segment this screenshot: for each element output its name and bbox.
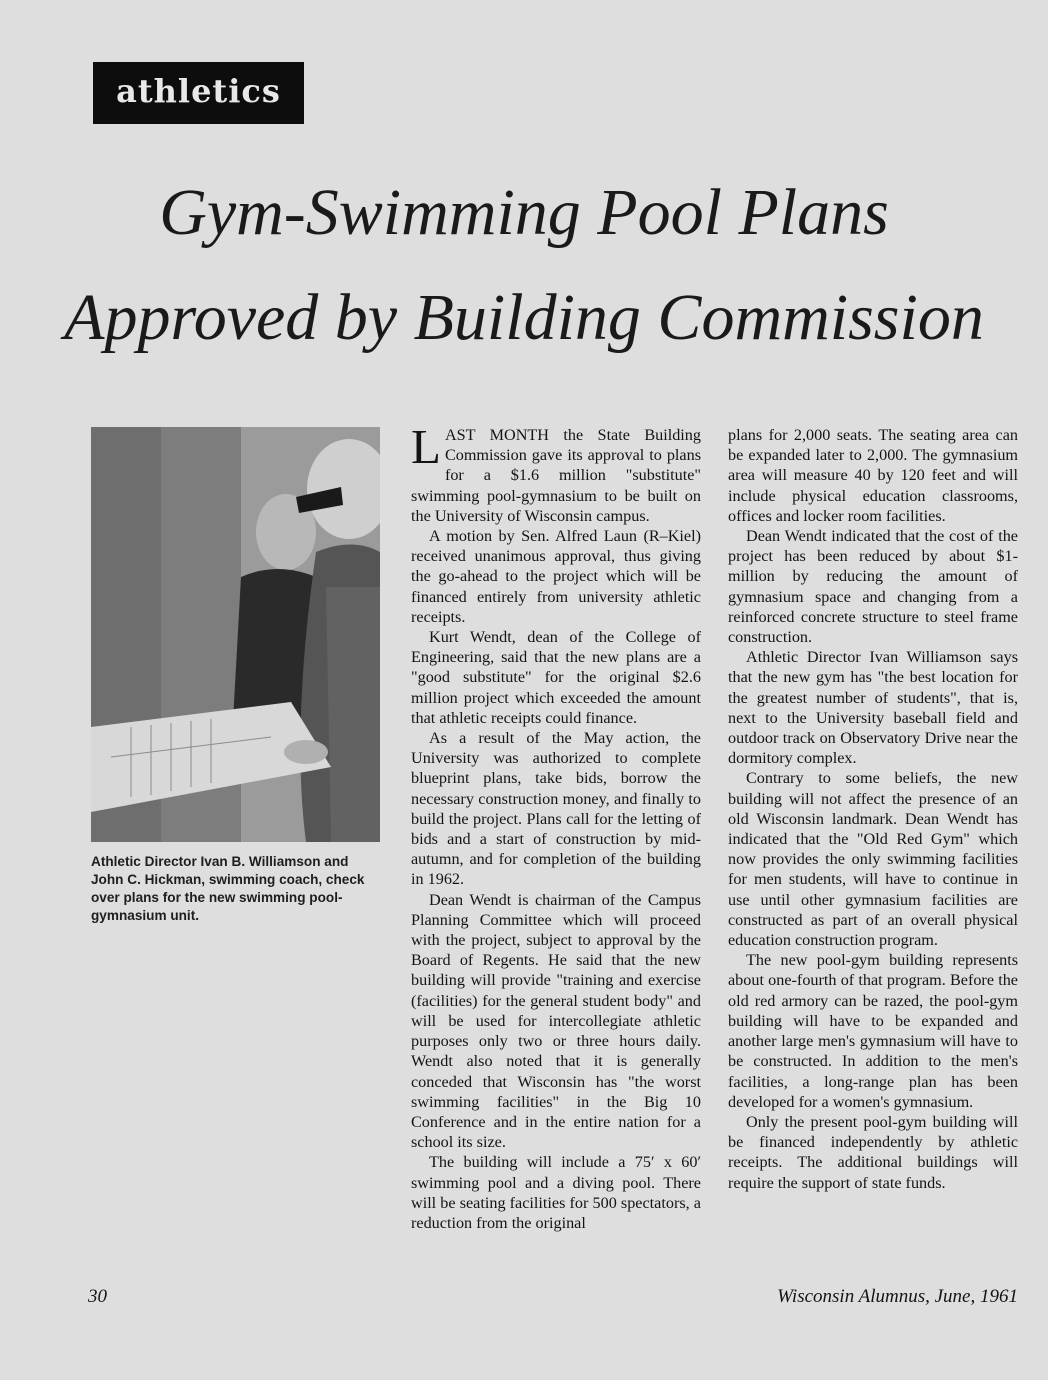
headline-line-1: Gym-Swimming Pool Plans (159, 176, 889, 249)
page-number: 30 (88, 1286, 107, 1307)
article-paragraph: The building will include a 75′ x 60′ swimming pool and a diving pool. There will be seating facilities for 500 spectators, a reduction from the original (411, 1153, 701, 1232)
article-paragraph: Kurt Wendt, dean of the College of Engineering, said that the new plans are a "good substitute" for the original $2.6 million project which exceeded the amount that athletic receipts could finance. (411, 628, 701, 727)
article-paragraph: LAST MONTH the State Building Commission gave its approval to plans for a $1.6 million "substitute" swimming pool-gymnasium to be built on the University of Wisconsin campus. (411, 419, 701, 525)
article-paragraph: The new pool-gym building represents about one-fourth of that program. Before the old red armory can be razed, the pool-gym building will have to be expanded and another large men's gymnasium will have to be constructed. In addition to the men's facilities, a long-range plan has been developed for a women's gymnasium. (728, 951, 1018, 1111)
article-paragraph-continued: plans for 2,000 seats. The seating area can be expanded later to 2,000. The gymnasium area will measure 40 by 120 feet and will include physical education classrooms, offices and locker room facilities. (728, 426, 1018, 525)
publication-footer: Wisconsin Alumnus, June, 1961 (777, 1286, 1018, 1307)
article-paragraph: Athletic Director Ivan Williamson says that the new gym has "the best location for the greatest number of students", that is, next to the University baseball field and outdoor track on Observatory Drive near the dormitory complex. (728, 648, 1018, 768)
article-paragraph: Only the present pool-gym building will be financed independently by athletic receipts. The additional buildings will require the support of state funds. (728, 1112, 1018, 1192)
photo-illustration (91, 427, 380, 842)
article-column-2 (728, 425, 1018, 1193)
drop-cap: L (411, 419, 441, 474)
photo-caption: Athletic Director Ivan B. Williamson and John C. Hickman, swimming coach, check over plans for the new swimming pool-gymnasium unit. (91, 854, 365, 923)
article-paragraph: Dean Wendt indicated that the cost of the project has been reduced by about $1-million by reducing the amount of gymnasium space and changing from a reinforced concrete structure to steel frame construction. (728, 527, 1018, 647)
headline-line-2: Approved by Building Commission (64, 281, 984, 354)
article-column-1 (411, 419, 701, 1233)
article-paragraph: A motion by Sen. Alfred Laun (R–Kiel) received unanimous approval, thus giving the go-ahead to the project which will be financed entirely from university athletic receipts. (411, 527, 701, 626)
section-label: athletics (93, 62, 304, 124)
article-photo (91, 427, 380, 842)
article-paragraph: As a result of the May action, the University was authorized to complete blueprint plans, take bids, borrow the necessary construction money, and finally to build the project. Plans call for the letting of bids and a start of construction by mid-autumn, and for completion of the building in 1962. (411, 729, 701, 889)
article-paragraph: Dean Wendt is chairman of the Campus Planning Committee which will proceed with the project, subject to approval by the Board of Regents. He said that the new building will provide "training and exercise (facilities) for the general student body" and will be used for intercollegiate athletic purposes only two or three hours daily. Wendt also noted that it is generally conceded that Wisconsin has "the worst swimming facilities" in the Big 10 Conference and in the entire nation for a school its size. (411, 890, 701, 1152)
article-paragraph: Contrary to some beliefs, the new building will not affect the presence of an old Wisconsin landmark. Dean Wendt has indicated that the "Old Red Gym" which now provides the only swimming facilities for men students, will have to continue in use until other gymnasium facilities are constructed as part of an overall physical education construction program. (728, 769, 1018, 950)
